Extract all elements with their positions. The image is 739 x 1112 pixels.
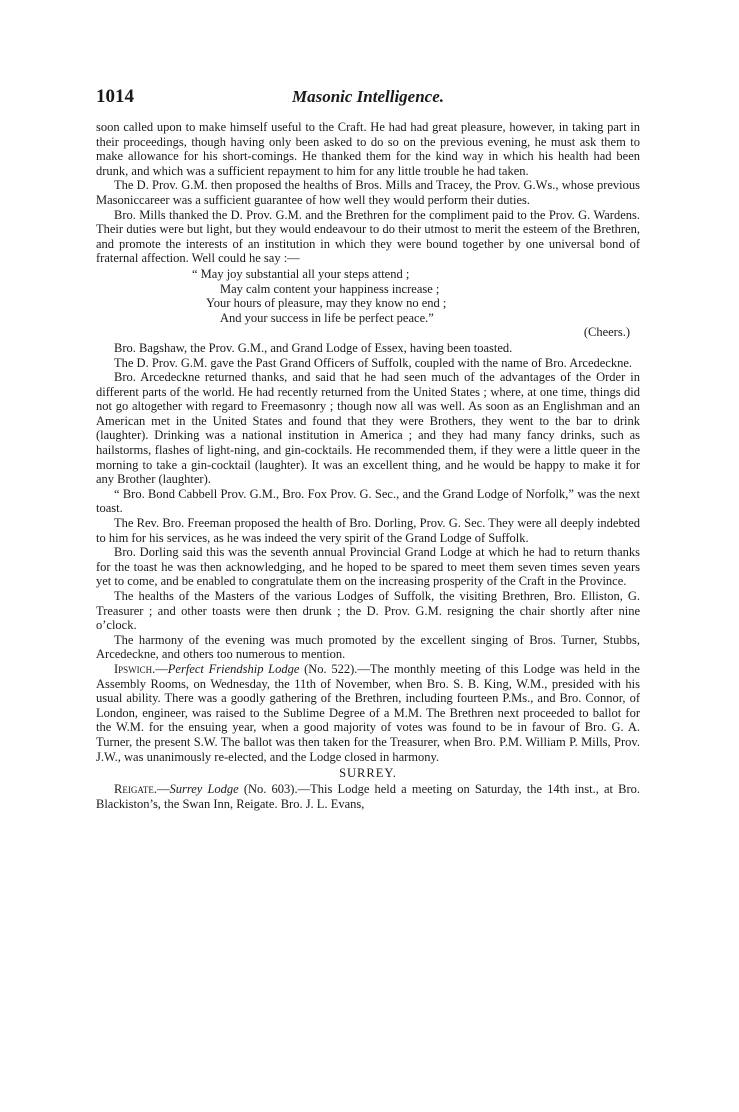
journal-page bbox=[96, 86, 640, 811]
em-dash: — bbox=[156, 782, 170, 797]
paragraph-mills-reply: Bro. Mills thanked the D. Prov. G.M. and the Brethren for the compliment paid to the Prov. G. Wardens. Their duties were but light, but they would endeavour to do their utmost to merit the esteem of the Brethren, and promote the interests of an institution in which they were bound together by one universal bond of fraternal affection. Well could he say :— bbox=[96, 207, 640, 266]
paragraph-dorling-reply: Bro. Dorling said this was the seventh annual Provincial Grand Lodge at which he had to return thanks for the toast he was then acknowledging, and he hoped to be spared to meet them seven times seven years yet to come, and be enabled to congratulate them on the increasing prosperity of the Craft in the Province. bbox=[96, 545, 640, 589]
lodge-name-perfect-friendship: Perfect Friendship Lodge bbox=[167, 661, 300, 676]
place-name-ipswich: Ipswich. bbox=[114, 661, 156, 676]
paragraph-reigate-report bbox=[96, 782, 640, 811]
reigate-report-text: (No. 603).—This Lodge held a meeting on Saturday, the 14th inst., at Bro. Blackiston’s, the Swan Inn, Reigate. Bro. J. L. Evans, bbox=[96, 782, 640, 811]
paragraph-freeman-toast: The Rev. Bro. Freeman proposed the health of Bro. Dorling, Prov. G. Sec. They were all deeply indebted to him for his services, as he was indeed the very spirit of the Grand Lodge of Suffolk. bbox=[96, 516, 640, 545]
verse-line: “ May joy substantial all your steps attend ; bbox=[192, 266, 410, 281]
paragraph-past-grand-officers: The D. Prov. G.M. gave the Past Grand Officers of Suffolk, coupled with the name of Bro. Arcedeckne. bbox=[114, 355, 633, 370]
paragraph-bagshaw-toast: Bro. Bagshaw, the Prov. G.M., and Grand Lodge of Essex, having been toasted. bbox=[114, 340, 513, 355]
paragraph-norfolk-toast: “ Bro. Bond Cabbell Prov. G.M., Bro. Fox Prov. G. Sec., and the Grand Lodge of Norfolk,” was the next toast. bbox=[96, 486, 640, 516]
running-title: Masonic Intelligence. bbox=[291, 87, 445, 106]
ipswich-report-text: (No. 522).—The monthly meeting of this Lodge was held in the Assembly Rooms, on Wednesday, the 11th of November, when Bro. S. B. King, W.M., presided with his usual ability. There was a goodly gathering of the Brethren, including fourteen P.Ms., and Bro. Connor, of London, engineer, was raised to the Sublime Degree of a M.M. The Brethren next proceeded to ballot for the W.M. for the ensuing year, when a good majority of votes was found to be in favour of Bro. G. A. Turner, the present S.W. The ballot was then taken for the Treasurer, when Bro. P.M. William P. Mills, Prov. J.W., was unanimously re-elected, and the Lodge closed in harmony. bbox=[96, 661, 640, 764]
verse-line: And your success in life be perfect peace.” bbox=[220, 310, 434, 325]
paragraph-mills-tracey-toast: The D. Prov. G.M. then proposed the healths of Bros. Mills and Tracey, the Prov. G.Ws., whose previous Masoniccareer was a sufficient guarantee of how well they would perform their duties. bbox=[96, 178, 640, 207]
cheers-note: (Cheers.) bbox=[583, 325, 630, 340]
paragraph-harmony: The harmony of the evening was much promoted by the excellent singing of Bros. Turner, Stubbs, Arcedeckne, and others too numerous to mention. bbox=[96, 632, 640, 662]
page-header bbox=[96, 86, 640, 110]
paragraph-arcedeckne-reply: Bro. Arcedeckne returned thanks, and said that he had seen much of the advantages of the Order in different parts of the world. He had recently returned from the United States ; where, at one time, things did not go altogether with regard to Freemasonry ; though now all was well. As soon as an Englishman and an American met in the United States and found that they were Brothers, they went to the bar to drink (laughter). Drinking was a national institution in America ; and they had many fancy drinks, such as hailstorms, flashes of light-ning, and gin-cocktails. He recommended them, if they were a little queer in the morning to take a gin-cocktail (laughter). It was an excellent thing, and he would be happy to make it for any Brother (laughter). bbox=[96, 370, 640, 487]
lodge-name-surrey: Surrey Lodge bbox=[169, 782, 239, 797]
verse-line: May calm content your happiness increase ; bbox=[220, 281, 440, 296]
verse-line: Your hours of pleasure, may they know no end ; bbox=[206, 296, 447, 311]
em-dash: — bbox=[155, 661, 168, 676]
paragraph-ipswich-report bbox=[96, 662, 640, 764]
paragraph-masters-healths: The healths of the Masters of the various Lodges of Suffolk, the visiting Brethren, Bro. Elliston, G. Treasurer ; and other toasts were then drunk ; the D. Prov. G.M. resigning the chair shortly after nine o’clock. bbox=[96, 589, 640, 633]
section-heading-surrey: SURREY. bbox=[339, 766, 397, 781]
place-name-reigate: Reigate. bbox=[114, 782, 157, 797]
verse-quotation bbox=[96, 267, 640, 325]
paragraph-continuation: soon called upon to make himself useful to the Craft. He had had great pleasure, however, in taking part in their proceedings, though having only been asked to do so on the previous evening, he must ask them to make allowance for his short-comings. He thanked them for the kind way in which his health had been drunk, and which was a sufficient repayment to him for any little trouble he had taken. bbox=[96, 120, 640, 178]
page-number: 1014 bbox=[96, 86, 134, 107]
